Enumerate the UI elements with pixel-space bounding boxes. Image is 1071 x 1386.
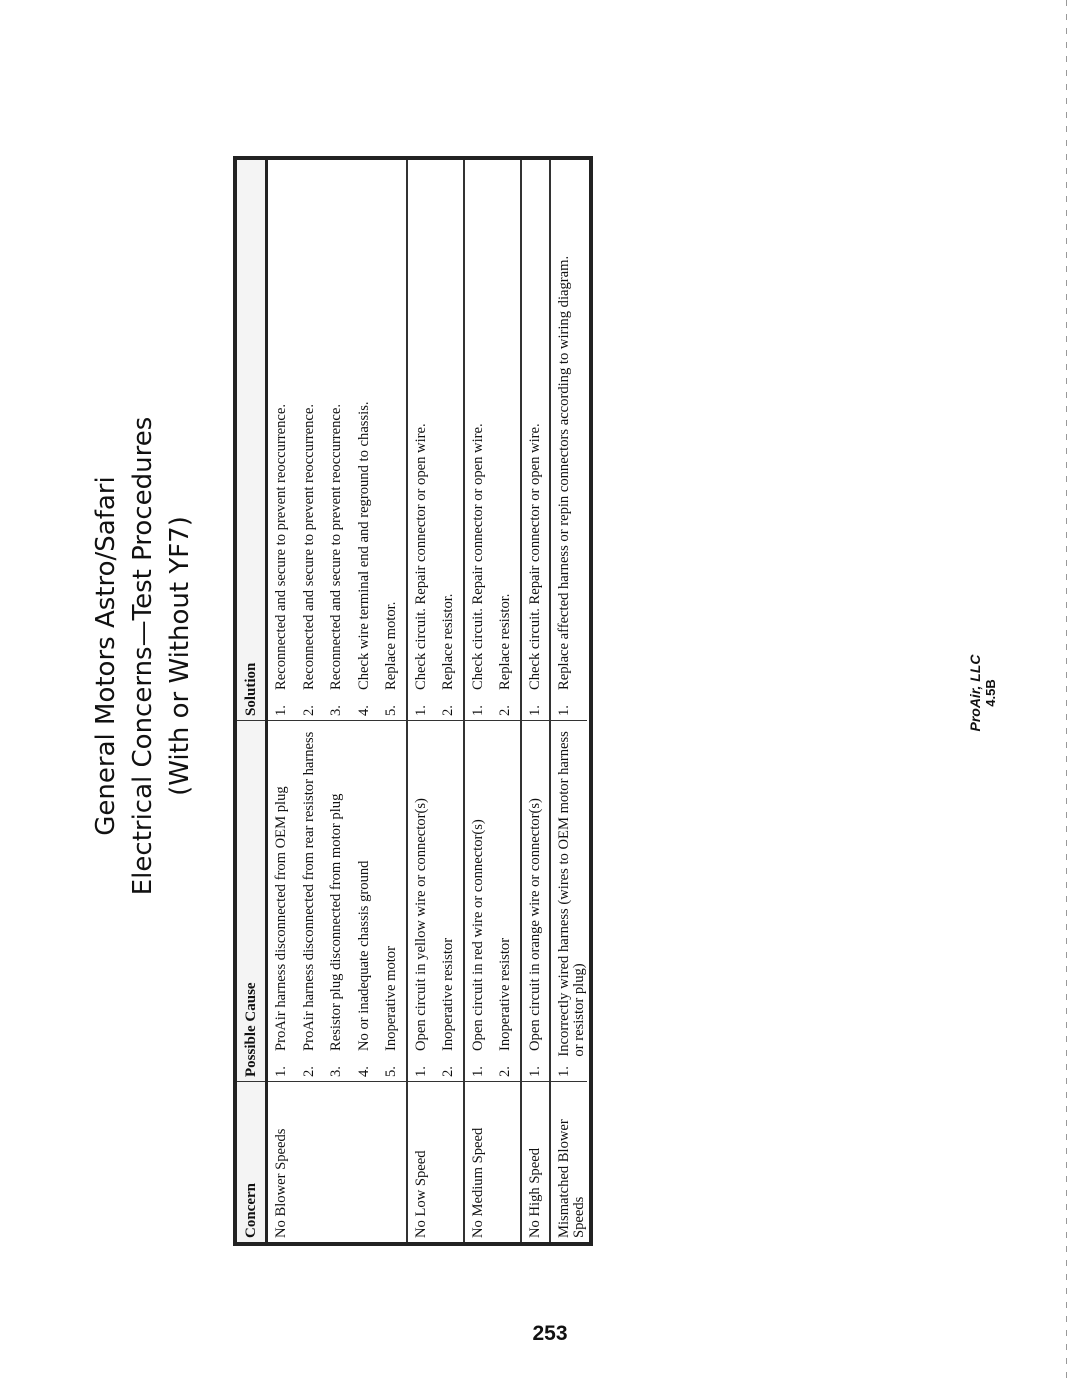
cause-item: 3.Resistor plug disconnected from motor plug: [328, 793, 344, 1077]
solution-item: 2.Replace resistor.: [497, 593, 513, 716]
solution-item: 2.Replace resistor.: [440, 593, 456, 716]
footer-company: ProAir, LLC: [967, 654, 983, 732]
title-line-3: (With or Without YF7): [165, 516, 195, 796]
solution-cell: [464, 160, 521, 721]
cause-cell: [464, 721, 521, 1082]
table-header-row: [237, 160, 267, 1242]
cause-cell: [267, 721, 407, 1082]
solution-item: 4.Check wire terminal end and reground to chassis.: [355, 401, 372, 716]
header-solution: Solution: [237, 160, 267, 721]
table-row: [521, 160, 551, 1242]
title-line-1: General Motors Astro/Safari: [91, 476, 121, 836]
solution-item: 1.Reconnected and secure to prevent reoccurrence.: [273, 403, 289, 716]
footer-section-code: 4.5B: [983, 679, 998, 707]
troubleshooting-table: [233, 156, 593, 1246]
title-line-2: Electrical Concerns—Test Procedures: [128, 416, 158, 896]
solution-item: 2.Reconnected and secure to prevent reoccurrence.: [300, 403, 317, 716]
cause-cell: [550, 721, 587, 1082]
cause-item: 1.Open circuit in yellow wire or connector(s): [412, 798, 429, 1077]
concern-cell: No High Speed: [521, 1082, 551, 1243]
solution-cell: [267, 160, 407, 721]
cause-item: 2.ProAir harness disconnected from rear resistor harness: [300, 731, 317, 1077]
concern-cell: No Medium Speed: [464, 1082, 521, 1243]
cause-item: 1.Open circuit in red wire or connector(s): [469, 819, 486, 1077]
solution-item: 5.Replace motor.: [383, 601, 399, 716]
cause-item: 5.Inoperative motor: [383, 946, 399, 1077]
concern-cell: Mismatched Blower Speeds: [550, 1082, 587, 1243]
solution-item: 1.Check circuit. Repair connector or open wire.: [412, 423, 429, 716]
concern-cell: No Low Speed: [407, 1082, 464, 1243]
table-row: [464, 160, 521, 1242]
scan-edge-line: [1066, 0, 1067, 1386]
solution-item: 1.Check circuit. Repair connector or open wire.: [526, 423, 543, 716]
cause-item: 1.Open circuit in orange wire or connector(s): [526, 798, 543, 1077]
concern-cell: No Blower Speeds: [267, 1082, 407, 1243]
solution-item: 1. Replace affected harness or repin connectors according to wiring diagram.: [556, 255, 572, 716]
cause-cell: [521, 721, 551, 1082]
cause-cell: [407, 721, 464, 1082]
header-possible-cause: Possible Cause: [237, 721, 267, 1082]
solution-item: 1.Check circuit. Repair connector or open wire.: [469, 423, 486, 716]
page-number: 253: [532, 1322, 568, 1345]
solution-item: 3.Reconnected and secure to prevent reoccurrence.: [328, 403, 344, 716]
document-title: [88, 356, 199, 956]
cause-item: 2.Inoperative resistor: [497, 937, 513, 1077]
solution-cell: [407, 160, 464, 721]
cause-item: 1.ProAir harness disconnected from OEM plug: [273, 786, 289, 1077]
table-row: [550, 160, 587, 1242]
table-row: [407, 160, 464, 1242]
solution-cell: [550, 160, 587, 721]
header-concern: Concern: [237, 1082, 267, 1243]
cause-item: 4.No or inadequate chassis ground: [355, 860, 372, 1077]
solution-cell: [521, 160, 551, 721]
cause-item: 1. Incorrectly wired harness (wires to OEM motor harness or resistor plug): [556, 731, 587, 1077]
table-row: [267, 160, 407, 1242]
cause-item: 2.Inoperative resistor: [440, 937, 456, 1077]
